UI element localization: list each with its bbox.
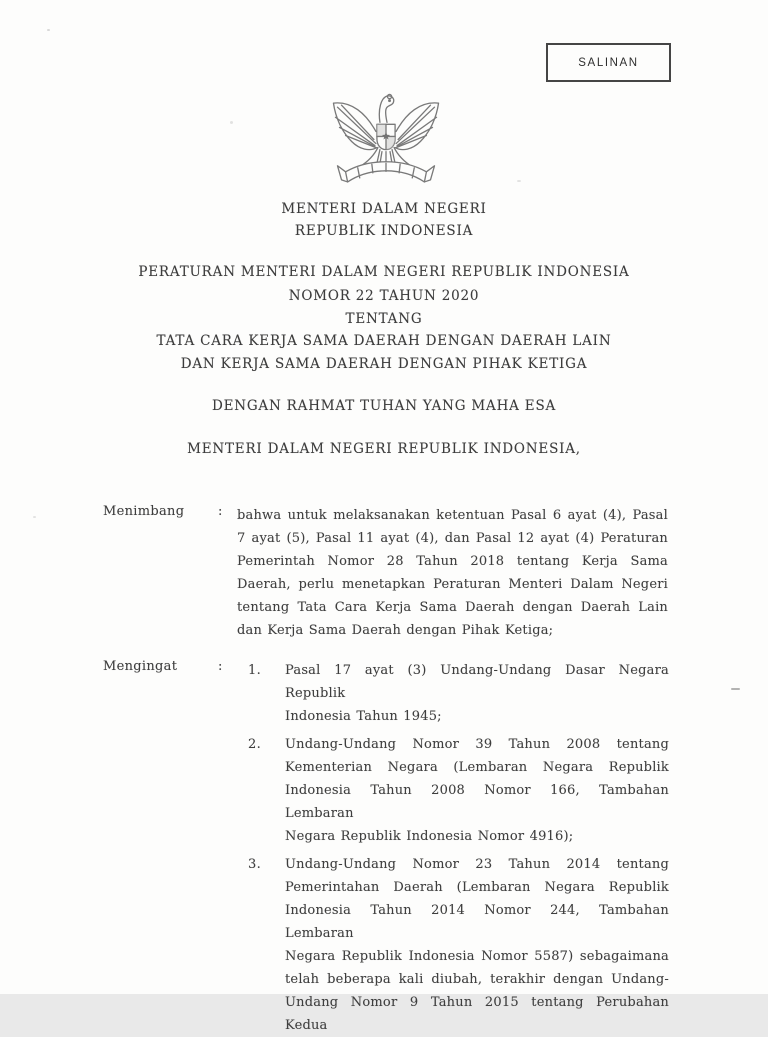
text-line: Pemerintah Nomor 28 Tahun 2018 tentang Kerja Sama <box>237 554 668 569</box>
item-text <box>285 659 669 728</box>
invocation-line: DENGAN RAHMAT TUHAN YANG MAHA ESA <box>211 398 557 414</box>
text-line: Undang-Undang Nomor 39 Tahun 2008 tentang <box>285 737 669 752</box>
text-line: Daerah, perlu menetapkan Peraturan Menteri Dalam Negeri <box>237 577 668 592</box>
text-line: Undang-Undang Nomor 23 Tahun 2014 tentang <box>285 857 669 872</box>
text-line: Negara Republik Indonesia Nomor 4916); <box>285 829 574 844</box>
issuing-authority-line: MENTERI DALAM NEGERI REPUBLIK INDONESIA, <box>187 441 581 457</box>
text-line: dan Kerja Sama Daerah dengan Pihak Ketiga; <box>237 623 554 638</box>
salinan-stamp-label: SALINAN <box>578 56 639 69</box>
legal-basis-item-3 <box>248 853 669 1037</box>
text-line: Negara Republik Indonesia Nomor 5587) sebagaimana <box>285 949 669 964</box>
considering-label: Menimbang <box>103 504 185 519</box>
text-line: Undang Nomor 9 Tahun 2015 tentang Perubahan Kedua <box>285 995 669 1033</box>
legal-basis-label: Mengingat <box>103 659 178 674</box>
item-number: 3. <box>248 857 262 872</box>
text-line: Pasal 17 ayat (3) Undang-Undang Dasar Negara Republik <box>285 663 669 701</box>
text-line: Indonesia Tahun 2008 Nomor 166, Tambahan Lembaran <box>285 783 669 821</box>
text-line: tentang Tata Cara Kerja Sama Daerah dengan Daerah Lain <box>237 600 668 615</box>
text-line: Indonesia Tahun 1945; <box>285 709 442 724</box>
considering-text <box>237 504 668 642</box>
legal-basis-colon: : <box>218 659 223 674</box>
tentang-label: TENTANG <box>345 311 423 327</box>
regulation-title: PERATURAN MENTERI DALAM NEGERI REPUBLIK INDONESIA <box>138 264 630 280</box>
text-line: telah beberapa kali diubah, terakhir dengan Undang- <box>285 972 669 987</box>
ministry-name: MENTERI DALAM NEGERI <box>281 201 487 217</box>
garuda-pancasila-emblem <box>329 91 443 188</box>
text-line: Indonesia Tahun 2014 Nomor 244, Tambahan Lembaran <box>285 903 669 941</box>
subject-line-1: TATA CARA KERJA SAMA DAERAH DENGAN DAERAH LAIN <box>156 333 612 349</box>
scan-speck <box>47 29 50 31</box>
item-text <box>285 733 669 848</box>
scan-speck <box>230 121 233 124</box>
legal-basis-item-2 <box>248 733 669 848</box>
regulation-number: NOMOR 22 TAHUN 2020 <box>288 288 480 304</box>
text-line: Kementerian Negara (Lembaran Negara Republik <box>285 760 669 775</box>
item-number: 2. <box>248 737 262 752</box>
salinan-stamp <box>546 43 671 82</box>
considering-colon: : <box>218 504 223 519</box>
text-line: Pemerintahan Daerah (Lembaran Negara Republik <box>285 880 669 895</box>
subject-line-2: DAN KERJA SAMA DAERAH DENGAN PIHAK KETIGA <box>180 356 588 372</box>
legal-basis-items <box>248 659 669 1037</box>
item-text <box>285 853 669 1037</box>
garuda-emblem-drawing <box>329 91 443 188</box>
scan-dash-artifact <box>731 688 740 690</box>
scan-speck <box>33 516 36 518</box>
text-line: bahwa untuk melaksanakan ketentuan Pasal 6 ayat (4), Pasal <box>237 508 668 523</box>
country-name: REPUBLIK INDONESIA <box>294 223 474 239</box>
item-number: 1. <box>248 663 262 678</box>
text-line: 7 ayat (5), Pasal 11 ayat (4), dan Pasal 12 ayat (4) Peraturan <box>237 531 668 546</box>
legal-basis-item-1 <box>248 659 669 728</box>
scan-speck <box>517 180 521 182</box>
